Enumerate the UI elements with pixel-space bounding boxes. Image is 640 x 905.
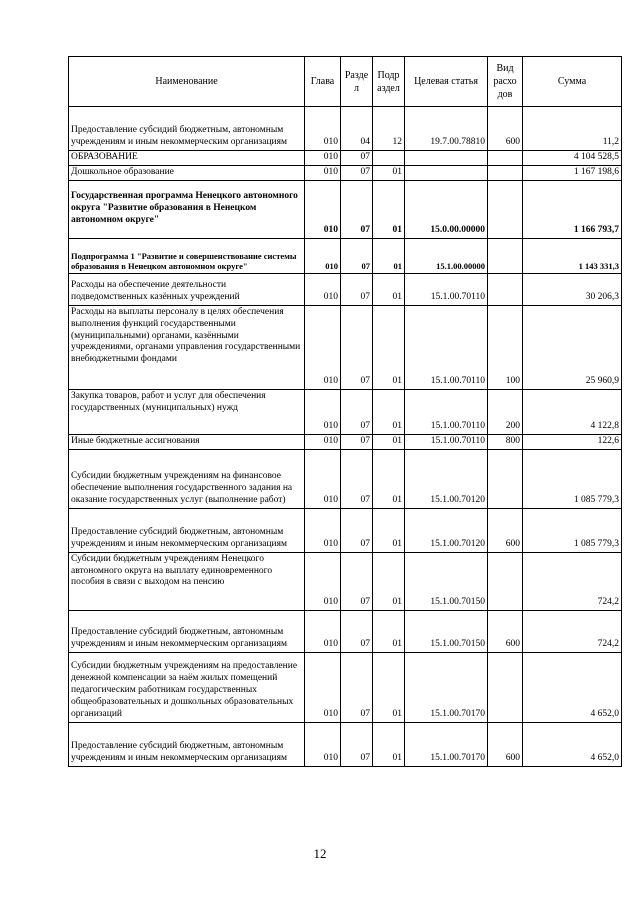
row-name: Иные бюджетные ассигнования <box>69 434 305 449</box>
row-glava: 010 <box>305 508 341 552</box>
row-vid <box>488 238 523 273</box>
row-celevaya <box>405 151 488 166</box>
table-row <box>69 722 622 766</box>
row-celevaya: 15.1.00.70170 <box>405 652 488 722</box>
row-summa: 1 085 779,3 <box>523 508 622 552</box>
row-podrazdel: 01 <box>373 305 405 389</box>
row-glava: 010 <box>305 151 341 166</box>
table-row <box>69 107 622 151</box>
row-podrazdel: 01 <box>373 389 405 434</box>
row-razdel: 07 <box>341 305 373 389</box>
row-name: ОБРАЗОВАНИЕ <box>69 151 305 166</box>
row-razdel: 07 <box>341 238 373 273</box>
row-celevaya: 15.1.00.70110 <box>405 389 488 434</box>
row-podrazdel: 01 <box>373 238 405 273</box>
row-celevaya: 15.1.00.00000 <box>405 238 488 273</box>
table-row <box>69 238 622 273</box>
row-vid: 600 <box>488 722 523 766</box>
row-glava: 010 <box>305 652 341 722</box>
row-razdel: 07 <box>341 610 373 652</box>
header-glava: Глава <box>305 57 341 107</box>
row-celevaya: 15.1.00.70110 <box>405 305 488 389</box>
row-vid <box>488 652 523 722</box>
row-summa: 724,2 <box>523 610 622 652</box>
row-podrazdel: 01 <box>373 273 405 305</box>
row-glava: 010 <box>305 610 341 652</box>
row-vid <box>488 273 523 305</box>
row-glava: 010 <box>305 238 341 273</box>
row-vid <box>488 449 523 508</box>
row-name: Предоставление субсидий бюджетным, автономным учреждениям и иным некоммерческим организациям <box>69 508 305 552</box>
row-razdel: 07 <box>341 165 373 180</box>
row-name: Субсидии бюджетным учреждениям Ненецкого автономного округа на выплату единовременного пособия в связи с выходом на пенсию <box>69 552 305 610</box>
row-vid <box>488 151 523 166</box>
header-name: Наименование <box>69 57 305 107</box>
row-summa: 11,2 <box>523 107 622 151</box>
row-name: Предоставление субсидий бюджетным, автономным учреждениям и иным некоммерческим организациям <box>69 107 305 151</box>
table-row <box>69 449 622 508</box>
header-celevaya: Целевая статья <box>405 57 488 107</box>
row-celevaya: 15.1.00.70110 <box>405 273 488 305</box>
row-glava: 010 <box>305 434 341 449</box>
row-summa: 1 167 198,6 <box>523 165 622 180</box>
header-razdel: Разде л <box>341 57 373 107</box>
row-summa: 4 652,0 <box>523 652 622 722</box>
row-summa: 122,6 <box>523 434 622 449</box>
row-razdel: 07 <box>341 389 373 434</box>
row-name: Подпрограмма 1 "Развитие и совершенствование системы образования в Ненецком автономном округе" <box>69 238 305 273</box>
row-celevaya <box>405 165 488 180</box>
row-summa: 4 104 528,5 <box>523 151 622 166</box>
row-podrazdel: 01 <box>373 610 405 652</box>
row-podrazdel: 12 <box>373 107 405 151</box>
table-row <box>69 434 622 449</box>
row-vid <box>488 552 523 610</box>
row-vid: 200 <box>488 389 523 434</box>
row-name: Предоставление субсидий бюджетным, автономным учреждениям и иным некоммерческим организациям <box>69 722 305 766</box>
row-celevaya: 15.1.00.70110 <box>405 434 488 449</box>
row-name: Расходы на обеспечение деятельности подведомственных казённых учреждений <box>69 273 305 305</box>
row-celevaya: 15.1.00.70150 <box>405 552 488 610</box>
budget-table <box>68 56 622 767</box>
row-podrazdel: 01 <box>373 449 405 508</box>
row-vid <box>488 180 523 238</box>
row-summa: 4 122,8 <box>523 389 622 434</box>
table-row <box>69 610 622 652</box>
row-name: Государственная программа Ненецкого автономного округа "Развитие образования в Ненецком автономном округе" <box>69 180 305 238</box>
row-vid <box>488 165 523 180</box>
table-row <box>69 305 622 389</box>
row-razdel: 07 <box>341 151 373 166</box>
table-row <box>69 180 622 238</box>
header-summa: Сумма <box>523 57 622 107</box>
row-celevaya: 15.0.00.00000 <box>405 180 488 238</box>
row-glava: 010 <box>305 180 341 238</box>
row-glava: 010 <box>305 552 341 610</box>
row-podrazdel: 01 <box>373 652 405 722</box>
table-row <box>69 151 622 166</box>
row-summa: 1 143 331,3 <box>523 238 622 273</box>
header-podrazdel: Подр аздел <box>373 57 405 107</box>
row-razdel: 04 <box>341 107 373 151</box>
row-summa: 724,2 <box>523 552 622 610</box>
table-row <box>69 552 622 610</box>
row-razdel: 07 <box>341 722 373 766</box>
row-glava: 010 <box>305 165 341 180</box>
row-podrazdel <box>373 151 405 166</box>
row-razdel: 07 <box>341 508 373 552</box>
header-vid: Вид расхо дов <box>488 57 523 107</box>
row-vid: 600 <box>488 610 523 652</box>
table-row <box>69 508 622 552</box>
row-name: Субсидии бюджетным учреждениям на финансовое обеспечение выполнения государственного задания на оказание государственных услуг (выполнение работ) <box>69 449 305 508</box>
row-vid: 600 <box>488 508 523 552</box>
row-podrazdel: 01 <box>373 552 405 610</box>
table-row <box>69 165 622 180</box>
row-razdel: 07 <box>341 180 373 238</box>
budget-page <box>68 56 622 767</box>
table-row <box>69 273 622 305</box>
row-name: Предоставление субсидий бюджетным, автономным учреждениям и иным некоммерческим организациям <box>69 610 305 652</box>
row-vid: 800 <box>488 434 523 449</box>
row-glava: 010 <box>305 107 341 151</box>
row-podrazdel: 01 <box>373 165 405 180</box>
row-razdel: 07 <box>341 434 373 449</box>
row-summa: 30 206,3 <box>523 273 622 305</box>
row-razdel: 07 <box>341 273 373 305</box>
table-header-row <box>69 57 622 107</box>
page-number: 12 <box>313 846 327 861</box>
row-summa: 25 960,9 <box>523 305 622 389</box>
row-razdel: 07 <box>341 552 373 610</box>
row-name: Субсидии бюджетным учреждениям на предоставление денежной компенсации за наём жилых помещений педагогическим работникам государственных общеобразовательных и дошкольных образовательных организаций <box>69 652 305 722</box>
row-razdel: 07 <box>341 652 373 722</box>
row-podrazdel: 01 <box>373 434 405 449</box>
row-celevaya: 15.1.00.70150 <box>405 610 488 652</box>
row-podrazdel: 01 <box>373 722 405 766</box>
row-celevaya: 19.7.00.78810 <box>405 107 488 151</box>
row-celevaya: 15.1.00.70120 <box>405 508 488 552</box>
row-summa: 4 652,0 <box>523 722 622 766</box>
row-summa: 1 166 793,7 <box>523 180 622 238</box>
row-glava: 010 <box>305 449 341 508</box>
row-podrazdel: 01 <box>373 180 405 238</box>
table-row <box>69 652 622 722</box>
row-vid: 600 <box>488 107 523 151</box>
table-row <box>69 389 622 434</box>
row-summa: 1 085 779,3 <box>523 449 622 508</box>
row-name: Закупка товаров, работ и услуг для обеспечения государственных (муниципальных) нужд <box>69 389 305 434</box>
row-celevaya: 15.1.00.70120 <box>405 449 488 508</box>
row-name: Дошкольное образование <box>69 165 305 180</box>
row-celevaya: 15.1.00.70170 <box>405 722 488 766</box>
row-vid: 100 <box>488 305 523 389</box>
row-podrazdel: 01 <box>373 508 405 552</box>
row-glava: 010 <box>305 722 341 766</box>
row-glava: 010 <box>305 305 341 389</box>
row-name: Расходы на выплаты персоналу в целях обеспечения выполнения функций государственными (муниципальными) органами, казёнными учреждениями, органами управления государственными внебюджетными фондами <box>69 305 305 389</box>
row-glava: 010 <box>305 389 341 434</box>
row-glava: 010 <box>305 273 341 305</box>
row-razdel: 07 <box>341 449 373 508</box>
